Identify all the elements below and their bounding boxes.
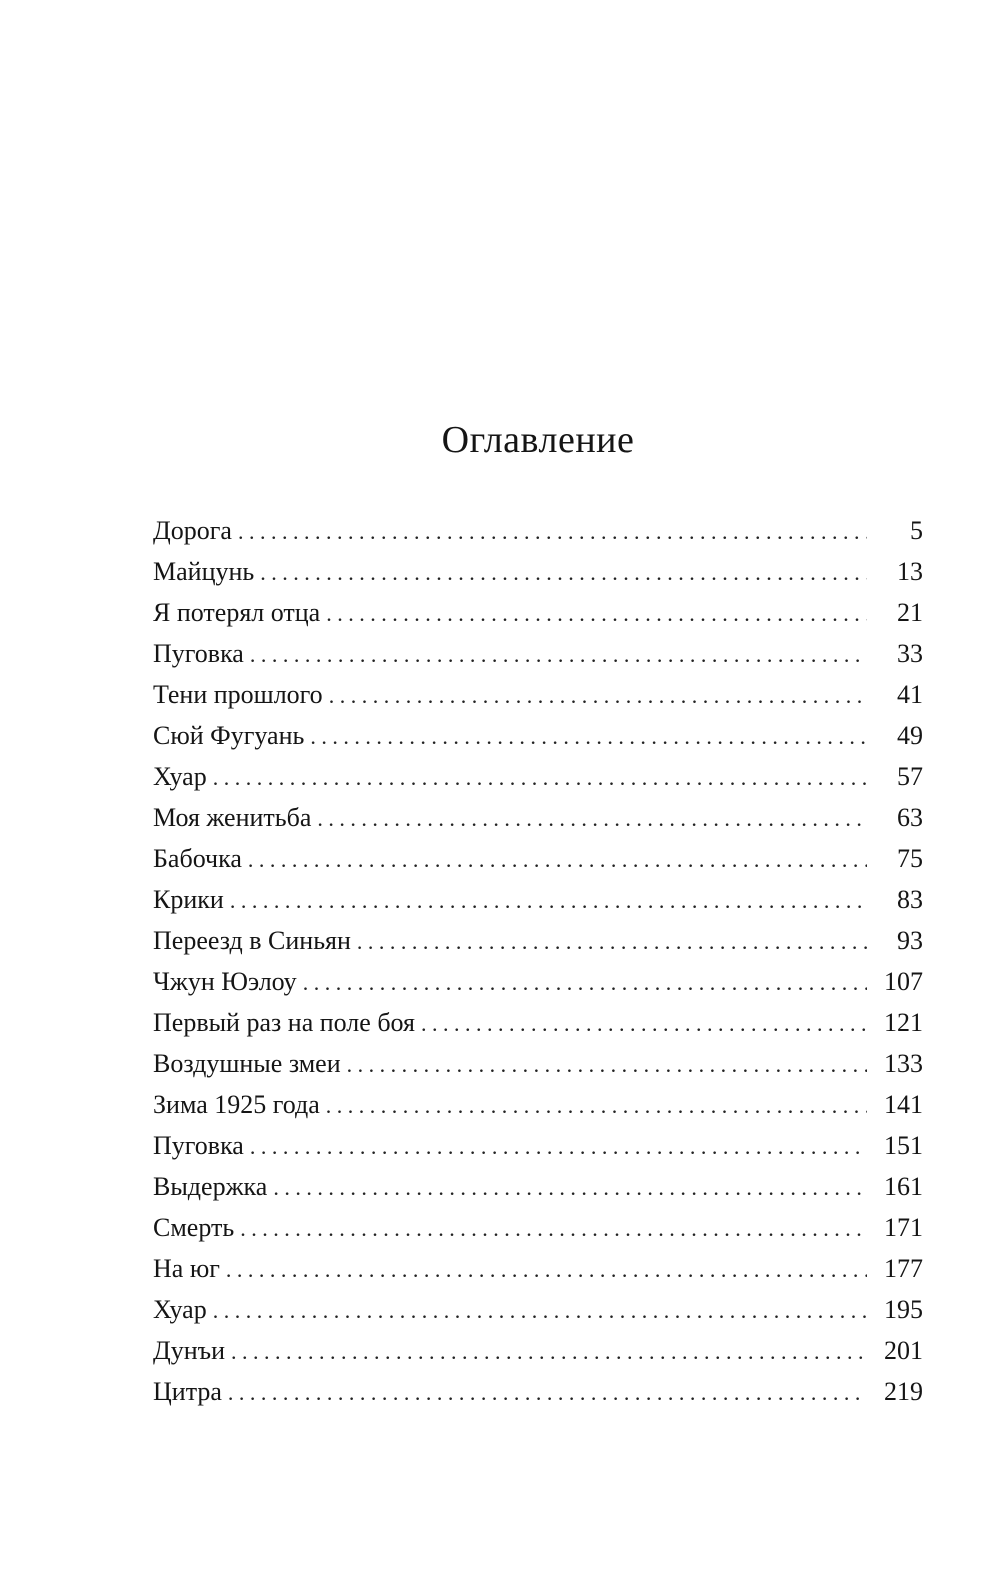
toc-entry [153,1330,923,1371]
toc-entry [153,1084,923,1125]
toc-page-number: 57 [897,762,923,791]
toc-entry [153,1166,923,1207]
dot-leader [226,1249,867,1290]
toc-entry-title: Крики [153,885,224,914]
toc-entry-title: Смерть [153,1213,235,1242]
dot-leader [421,1003,867,1044]
dot-leader [250,634,867,675]
page-title: Оглавление [441,419,635,461]
toc-page-number: 133 [884,1049,923,1078]
dot-leader [248,839,867,880]
dot-leader [317,798,867,839]
dot-leader [228,1372,867,1413]
toc-entry [153,879,923,920]
dot-leader [213,757,867,798]
toc-page-number: 75 [897,844,923,873]
toc-page-number: 93 [897,926,923,955]
toc-entry [153,838,923,879]
toc-page-number: 63 [897,803,923,832]
dot-leader [329,675,867,716]
toc-entry [153,1002,923,1043]
toc-entry-title: Моя женитьба [153,803,312,832]
toc-page-number: 171 [884,1213,923,1242]
toc-entry [153,1371,923,1412]
toc-entry-title: На юг [153,1254,220,1283]
toc-entry-title: Пуговка [153,639,244,668]
toc-entry-title: Хуар [153,762,207,791]
toc-page-number: 161 [884,1172,923,1201]
toc-page-number: 201 [884,1336,923,1365]
toc-page-number: 21 [897,598,923,627]
dot-leader [231,1331,867,1372]
toc-entry [153,1248,923,1289]
toc-entry-title: Майцунь [153,557,255,586]
toc-entry-title: Первый раз на поле боя [153,1008,416,1037]
dot-leader [326,1085,867,1126]
toc-page-number: 195 [884,1295,923,1324]
toc-entry-title: Переезд в Синьян [153,926,351,955]
toc-entry [153,920,923,961]
toc-entry-title: Бабочка [153,844,242,873]
dot-leader [357,921,867,962]
toc-entry [153,797,923,838]
toc-page-number: 83 [897,885,923,914]
toc-page-number: 13 [897,557,923,586]
dot-leader [273,1167,867,1208]
dot-leader [326,593,867,634]
toc-entry-title: Дорога [153,516,232,545]
toc-entry-title: Воздушные змеи [153,1049,341,1078]
toc-entry-title: Выдержка [153,1172,268,1201]
toc-entry [153,1043,923,1084]
toc-page-number: 151 [884,1131,923,1160]
dot-leader [240,1208,867,1249]
toc-entry [153,1125,923,1166]
toc-entry-title: Зима 1925 года [153,1090,320,1119]
toc-page-number: 141 [884,1090,923,1119]
toc-entry-title: Хуар [153,1295,207,1324]
toc-page-number: 107 [884,967,923,996]
toc-page-number: 49 [897,721,923,750]
toc-entry-title: Тени прошлого [153,680,323,709]
toc-page-number: 41 [897,680,923,709]
toc-page-number: 33 [897,639,923,668]
toc-entry [153,1207,923,1248]
toc-entry [153,510,923,551]
toc-entry-title: Цитра [153,1377,222,1406]
dot-leader [213,1290,867,1331]
toc-entry [153,592,923,633]
dot-leader [250,1126,867,1167]
toc-page-number: 121 [884,1008,923,1037]
toc-entry [153,756,923,797]
toc-page-number: 177 [884,1254,923,1283]
toc-entry-title: Я потерял отца [153,598,321,627]
table-of-contents [153,510,923,1412]
toc-entry-title: Дунъи [153,1336,226,1365]
toc-entry-title: Пуговка [153,1131,244,1160]
toc-entry [153,715,923,756]
dot-leader [260,552,867,593]
toc-entry [153,551,923,592]
dot-leader [347,1044,867,1085]
toc-entry [153,674,923,715]
toc-entry-title: Чжун Юэлоу [153,967,297,996]
toc-page-number: 219 [884,1377,923,1406]
toc-page-number: 5 [910,516,923,545]
toc-entry [153,1289,923,1330]
dot-leader [310,716,867,757]
toc-entry [153,961,923,1002]
dot-leader [303,962,867,1003]
dot-leader [230,880,867,921]
toc-entry-title: Сюй Фугуань [153,721,305,750]
toc-entry [153,633,923,674]
dot-leader [238,511,867,552]
